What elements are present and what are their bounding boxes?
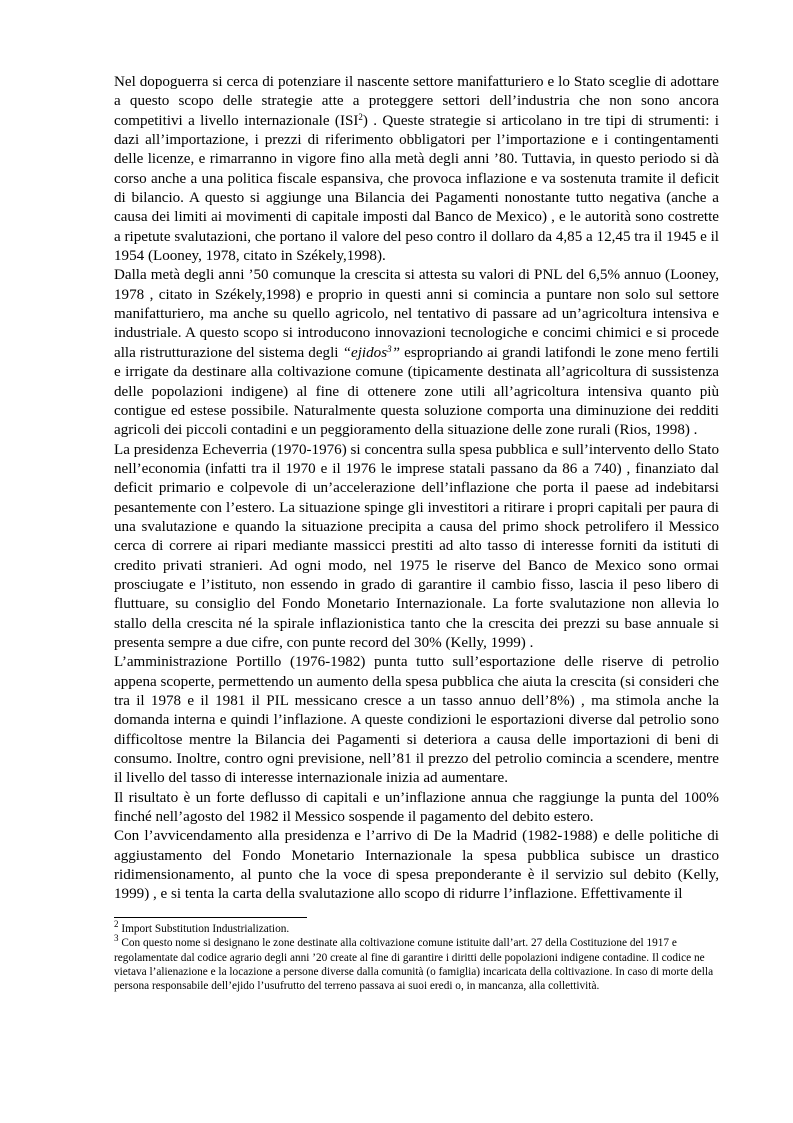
ejidos-term: [343, 345, 400, 361]
footnote-2: [114, 918, 719, 936]
paragraph-result: Il risultato è un forte deflusso di capitali e un’inflazione annua che raggiunge la punta del 100% finché nell’agosto del 1982 il Messico sospende il pagamento del debito estero.: [114, 789, 719, 826]
paragraph-echeverria: La presidenza Echeverria (1970-1976) si concentra sulla spesa pubblica e sull’intervento dello Stato nell’economia (infatti tra il 1970 e il 1976 le imprese statali passano da 86 a 740) , finanziato dal deficit primario e colpevole di un’accelerazione dell’inflazione che porta il paese ad indebitarsi pesantemente con l’estero. La situazione spinge gli investitori a ritirare i propri capitali per paura di una svalutazione e quando la situazione precipita a causa del primo shock petrolifero il Messico cerca di correre ai ripari mediante massicci prestiti ad alto tasso di interesse forniti da istituti di credito privati stranieri. Ad ogni modo, nel 1975 le riserve del Banco de Mexico sono ormai prosciugate e l’istituto, non essendo in grado di garantire il cambio fisso, lascia il peso libero di fluttuare, su consiglio del Fondo Monetario Internazionale. La forte svalutazione non allevia lo stallo della crescita né la spirale inflazionistica tanto che la crescita dei prezzi su base annuale si presenta sempre a due cifre, con punte record del 30% (Kelly, 1999) .: [114, 441, 719, 651]
footnotes: [114, 917, 719, 994]
paragraph-de-la-madrid: Con l’avvicendamento alla presidenza e l’arrivo di De la Madrid (1982-1988) e delle politiche di aggiustamento del Fondo Monetario Internazionale la spesa pubblica subisce un drastico ridimensionamento, al punto che la voce di spesa preponderante è il servizio sul debito (Kelly, 1999) , e si tenta la carta della svalutazione allo scopo di ridurre l’inflazione. Effettivamente il: [114, 828, 719, 903]
footnote-text: Import Substitution Industrialization.: [118, 922, 290, 935]
body-text: [114, 73, 719, 905]
paragraph-text: espropriando ai grandi latifondi le zone meno fertili e irrigate da destinare alla coltivazione comune (tipicamente destinata all’agricoltura di sussistenza delle popolazioni indigene) al fine di ottenere zone utili all’agricoltura intensiva quanto più contigue ed estese possibile. Naturalmente questa soluzione comporta una diminuzione dei redditi agricoli dei piccoli contadini e un peggioramento della situazione delle zone rurali (Rios, 1998) .: [114, 344, 719, 439]
footnote-ref-3: 3: [387, 343, 392, 354]
document-page: [114, 73, 719, 994]
ejidos-word: “ejidos: [342, 344, 388, 361]
footnote-text: Con questo nome si designano le zone destinate alla coltivazione comune istituite dall’art. 27 della Costituzione del 1917 e regolamentate dal codice agrario degli anni ’20 create al fine di garantire i diritti delle popolazioni indigene contadine. Il codice ne vietava l’alienazione e la locazione a persone diverse dalla comunità (o famiglia) incaricata della coltivazione. In caso di morte della persona responsabile dell’ejido l’usufrutto del terreno passava ai suoi eredi o, in mancanza, alla collettività.: [114, 937, 714, 993]
footnote-marker: 3: [114, 933, 119, 944]
footnote-3: [114, 933, 719, 994]
paragraph-portillo: L’amministrazione Portillo (1976-1982) punta tutto sull’esportazione delle riserve di petrolio appena scoperte, permettendo un aumento della spesa pubblica che aiuta la crescita (si consideri che tra il 1978 e il 1981 il PIL messicano cresce a un tasso annuo dell’8%) , ma stimola anche la domanda interna e quindi l’inflazione. A queste condizioni le esportazioni diverse dal petrolio sono difficoltose mentre la Bilancia dei Pagamenti si deteriora a causa delle importazioni di beni di consumo. Inoltre, contro ogni previsione, nell’81 il prezzo del petrolio comincia a scendere, mentre il livello del tasso di interesse internazionale inizia ad aumentare.: [114, 654, 719, 787]
footnote-separator: [114, 917, 307, 918]
paragraph-text: Dalla metà degli anni ’50 comunque la crescita si attesta su valori di PNL del 6,5% annuo (Looney, 1978 , citato in Székely,1998) e proprio in questi anni si comincia a puntare non solo sul settore manifatturiero, ma anche su quello agricolo, nel tentativo di passare ad un’agricoltura intensiva e industriale. A questo scopo si introducono innovazioni tecnologiche e concimi chimici e si procede alla ristrutturazione del sistema degli: [114, 267, 719, 361]
paragraph-postwar-industry: [114, 73, 719, 266]
paragraph-fifties-agriculture: [114, 266, 719, 440]
paragraph-text: ) . Queste strategie si articolano in tre tipi di strumenti: i dazi all’importazione, i prezzi di riferimento obbligatori per l’importazione e i contingentamenti delle licenze, e rimarranno in vigore fino alla metà degli anni ’80. Tuttavia, in questo periodo si dà corso anche a una politica fiscale espansiva, che provoca inflazione e va sostenuta tramite il deficit di bilancio. A questo si aggiunge una Bilancia dei Pagamenti nonostante tutto negativa (anche a causa dei limiti ai movimenti di capitale imposti dal Banco de Mexico) , e le autorità sono costrette a ripetute svalutazioni, che portano il valore del peso contro il dollaro da 4,85 a 12,45 tra il 1945 e il 1954 (Looney, 1978, citato in Székely,1998).: [114, 112, 719, 265]
paragraph-text: Nel dopoguerra si cerca di potenziare il nascente settore manifatturiero e lo Stato sceglie di adottare a questo scopo delle strategie atte a proteggere settori dell’industria che non sono ancora competitivi a livello internazionale (ISI: [114, 74, 719, 129]
footnote-marker: 2: [114, 918, 119, 929]
ejidos-close-quote: ”: [391, 344, 400, 361]
footnote-ref-2: 2: [358, 111, 363, 122]
